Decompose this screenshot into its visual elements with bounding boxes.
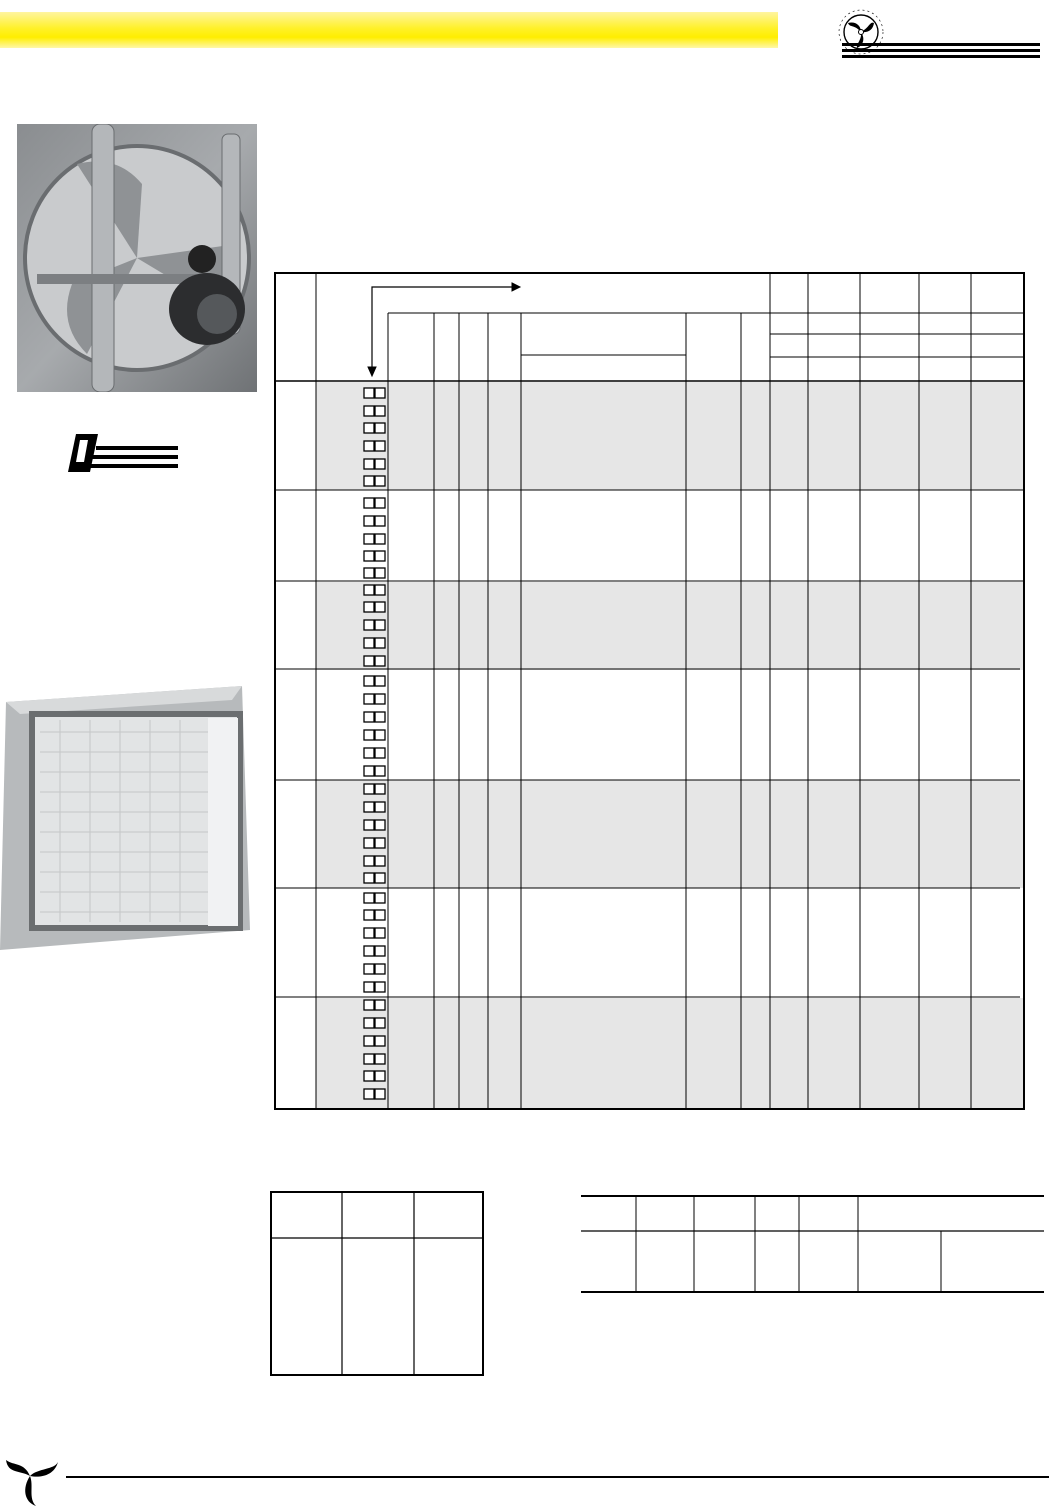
airmaster-swirl-icon xyxy=(0,1440,64,1510)
footer-rule xyxy=(66,1476,1049,1478)
